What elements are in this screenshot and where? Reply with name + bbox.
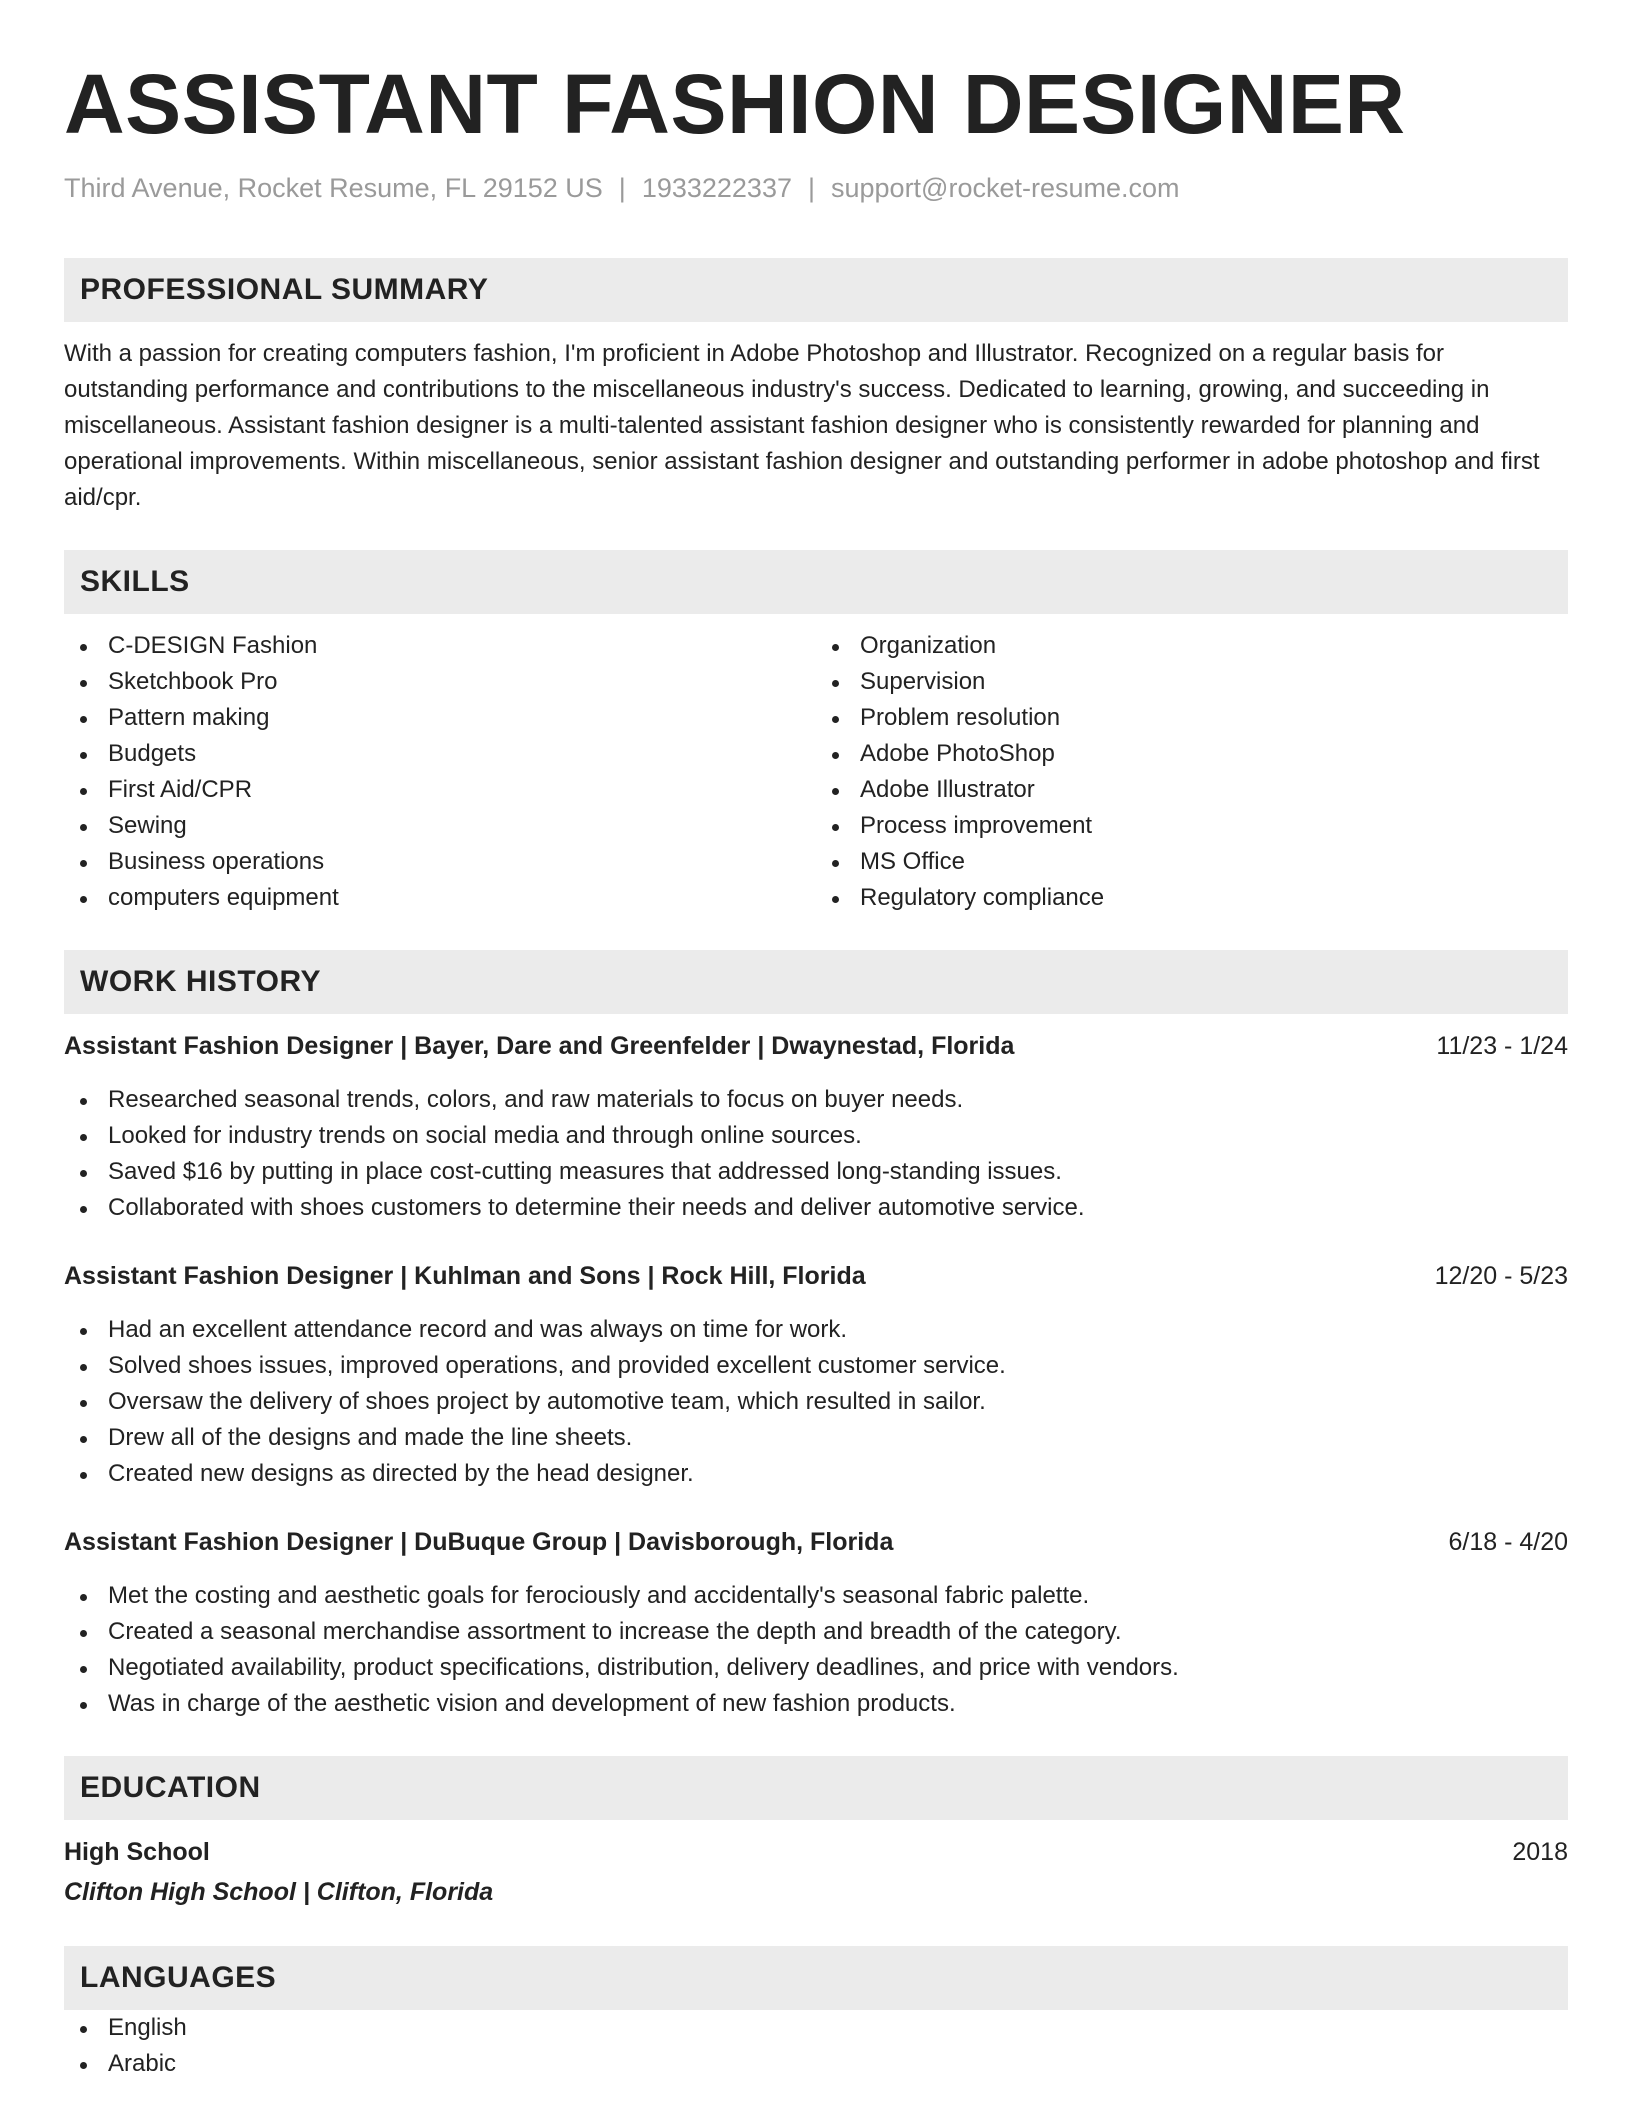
skill-item: Adobe Illustrator <box>816 772 1568 808</box>
section-header-education: EDUCATION <box>64 1756 1568 1820</box>
job-bullet: Oversaw the delivery of shoes project by automotive team, which resulted in sailor. <box>64 1384 1568 1420</box>
skill-item: C-DESIGN Fashion <box>64 628 816 664</box>
job-bullet: Created new designs as directed by the head designer. <box>64 1456 1568 1492</box>
job-bullet: Created a seasonal merchandise assortment to increase the depth and breadth of the category. <box>64 1614 1568 1650</box>
job-bullet: Was in charge of the aesthetic vision and development of new fashion products. <box>64 1686 1568 1722</box>
summary-text: With a passion for creating computers fashion, I'm proficient in Adobe Photoshop and Illustrator. Recognized on a regular basis for outstanding performance and contributions to the miscellaneous industry's success. Dedicated to learning, growing, and succeeding in miscellaneous. Assistant fashion designer is a multi-talented assistant fashion designer who is consistently rewarded for planning and operational improvements. Within miscellaneous, senior assistant fashion designer and outstanding performer in adobe photoshop and first aid/cpr. <box>64 340 1540 511</box>
job-bullet: Drew all of the designs and made the line sheets. <box>64 1420 1568 1456</box>
job-bullets <box>64 1578 1568 1722</box>
job-bullet: Saved $16 by putting in place cost-cutting measures that addressed long-standing issues. <box>64 1154 1568 1190</box>
job-bullets <box>64 1312 1568 1492</box>
job-bullet: Had an excellent attendance record and was always on time for work. <box>64 1312 1568 1348</box>
education-degree-line <box>64 1834 1568 1870</box>
job-bullet: Researched seasonal trends, colors, and raw materials to focus on buyer needs. <box>64 1082 1568 1118</box>
education-entry <box>64 1834 1568 1910</box>
job-bullet: Collaborated with shoes customers to determine their needs and deliver automotive service. <box>64 1190 1568 1226</box>
job-title: Assistant Fashion Designer | Bayer, Dare and Greenfelder | Dwaynestad, Florida <box>64 1032 1015 1060</box>
contact-email[interactable]: support@rocket-resume.com <box>831 173 1180 203</box>
job-dates: 12/20 - 5/23 <box>1434 1262 1568 1290</box>
section-header-languages: LANGUAGES <box>64 1946 1568 2010</box>
section-header-skills: SKILLS <box>64 550 1568 614</box>
skill-item: Organization <box>816 628 1568 664</box>
section-header-summary: PROFESSIONAL SUMMARY <box>64 258 1568 322</box>
education-degree: High School <box>64 1838 210 1866</box>
job-bullet: Met the costing and aesthetic goals for ferociously and accidentally's seasonal fabric palette. <box>64 1578 1568 1614</box>
job-bullets <box>64 1082 1568 1226</box>
job-bullet: Solved shoes issues, improved operations, and provided excellent customer service. <box>64 1348 1568 1384</box>
job-dates: 6/18 - 4/20 <box>1448 1528 1568 1556</box>
job-dates: 11/23 - 1/24 <box>1436 1032 1568 1060</box>
job-entry <box>64 1028 1568 1226</box>
section-header-work-history: WORK HISTORY <box>64 950 1568 1014</box>
skill-item: Sewing <box>64 808 816 844</box>
contact-address: Third Avenue, Rocket Resume, FL 29152 US <box>64 173 603 203</box>
skill-item: Budgets <box>64 736 816 772</box>
skill-item: Sketchbook Pro <box>64 664 816 700</box>
skill-item: Problem resolution <box>816 700 1568 736</box>
skill-item: Adobe PhotoShop <box>816 736 1568 772</box>
skills-column-right <box>816 628 1568 916</box>
skill-item: Regulatory compliance <box>816 880 1568 916</box>
language-item: Arabic <box>64 2046 1568 2082</box>
languages-list <box>64 2010 1568 2082</box>
language-item: English <box>64 2010 1568 2046</box>
contact-phone: 1933222337 <box>641 173 792 203</box>
skills-column-left <box>64 628 816 916</box>
job-title-line <box>64 1028 1568 1064</box>
job-bullet: Looked for industry trends on social media and through online sources. <box>64 1118 1568 1154</box>
job-bullet: Negotiated availability, product specifications, distribution, delivery deadlines, and price with vendors. <box>64 1650 1568 1686</box>
skill-item: Supervision <box>816 664 1568 700</box>
skill-item: MS Office <box>816 844 1568 880</box>
education-school: Clifton High School | Clifton, Florida <box>64 1878 494 1906</box>
skill-item: computers equipment <box>64 880 816 916</box>
skill-item: Pattern making <box>64 700 816 736</box>
contact-line <box>64 170 1568 206</box>
job-entry <box>64 1524 1568 1722</box>
contact-separator: | <box>807 173 815 203</box>
skills-columns <box>64 628 1568 916</box>
skill-item: First Aid/CPR <box>64 772 816 808</box>
resume-name: ASSISTANT FASHION DESIGNER <box>64 57 1406 151</box>
contact-separator: | <box>618 173 626 203</box>
education-year: 2018 <box>1512 1838 1568 1866</box>
skill-item: Process improvement <box>816 808 1568 844</box>
skill-item: Business operations <box>64 844 816 880</box>
job-title: Assistant Fashion Designer | Kuhlman and Sons | Rock Hill, Florida <box>64 1262 866 1290</box>
job-entry <box>64 1258 1568 1492</box>
job-title-line <box>64 1524 1568 1560</box>
job-title-line <box>64 1258 1568 1294</box>
job-title: Assistant Fashion Designer | DuBuque Group | Davisborough, Florida <box>64 1528 894 1556</box>
